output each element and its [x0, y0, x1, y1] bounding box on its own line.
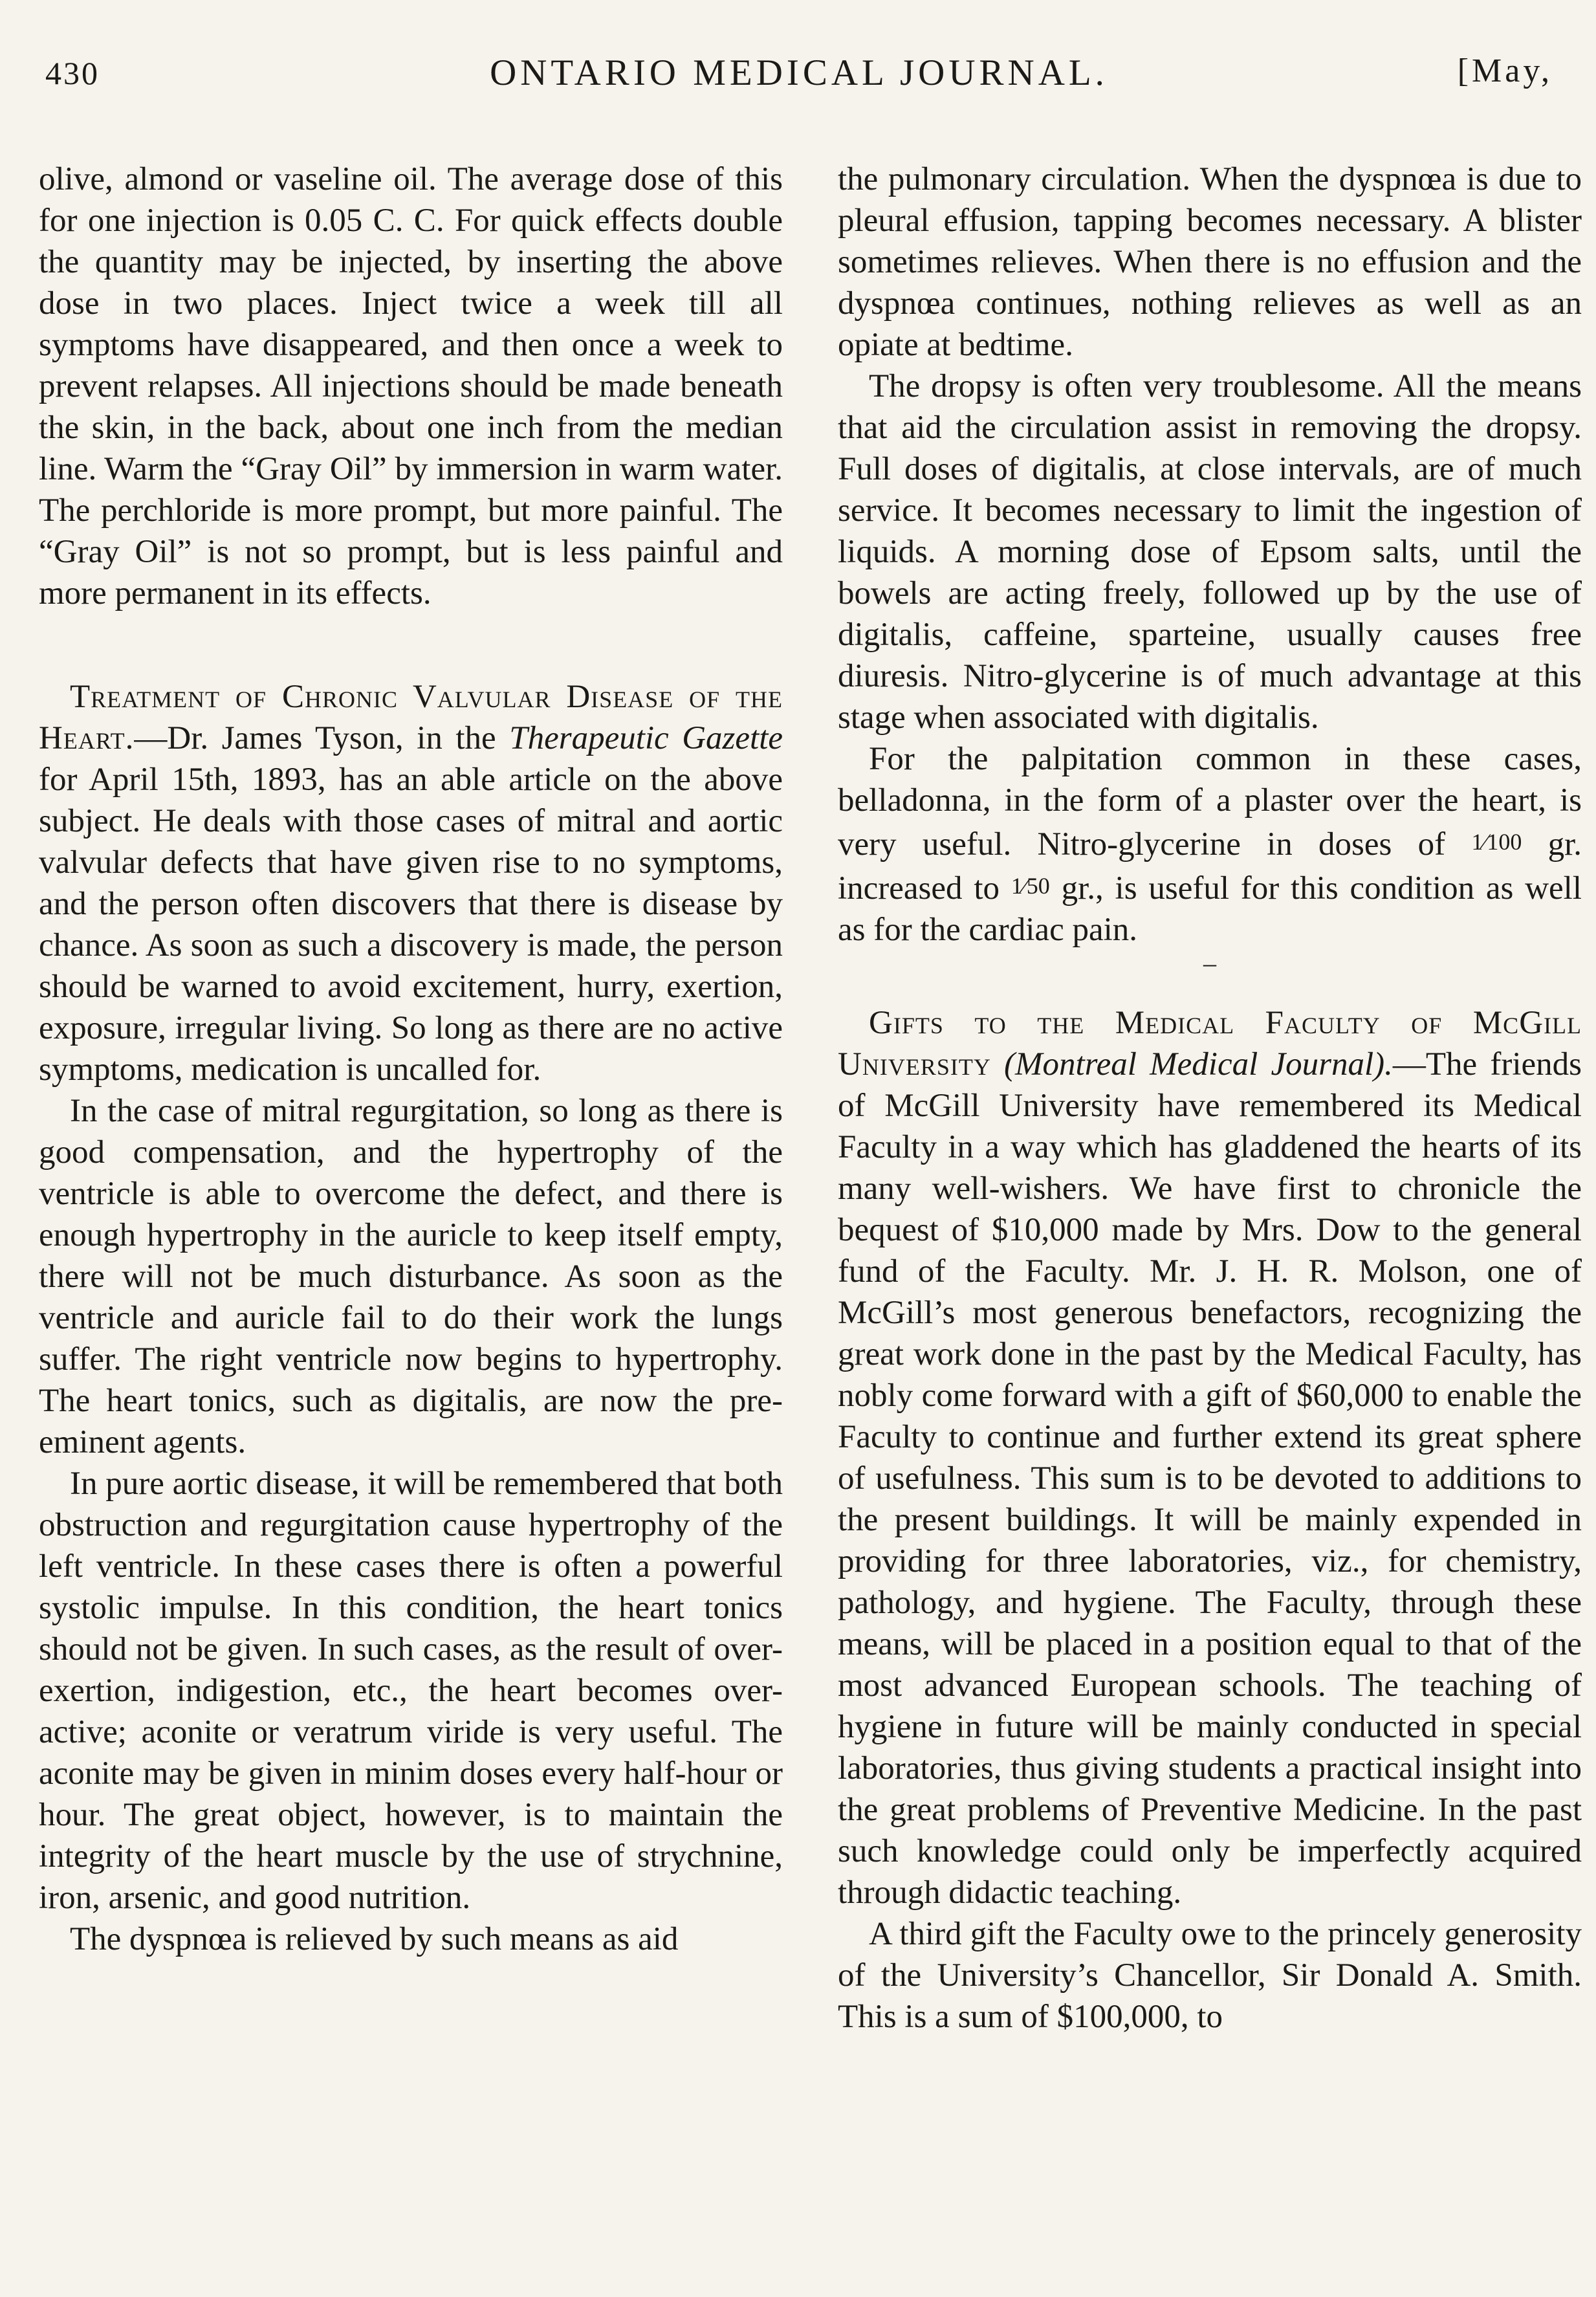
section-gap [39, 614, 783, 676]
palpitation-text-b: gr. increased to [838, 826, 1582, 907]
section-separator: – [1203, 949, 1216, 978]
article-source: (Montreal Medical Journal). [1004, 1046, 1393, 1083]
right-column [838, 159, 1582, 2038]
right-paragraph-palpitation [838, 738, 1582, 951]
page-number: 430 [45, 55, 100, 91]
left-paragraph-dyspnoea: The dyspnœa is relieved by such means as aid [70, 1921, 679, 1957]
section-gap [838, 976, 1582, 1002]
article-source: Therapeutic Gazette [509, 720, 783, 756]
dose-fraction-1: 1⁄100 [1471, 829, 1522, 855]
left-column [39, 159, 783, 1960]
palpitation-text-c: gr., is useful for this condition as well as for the cardiac pain. [838, 870, 1582, 948]
article-body: —The friends of McGill University have remembered its Medical Faculty in a way which has gladdened the hearts of its many well-wishers. We have first to chronicle the bequest of $10,000 made by Mrs. Dow to the general fund of the Faculty. Mr. J. H. R. Molson, one of McGill’s most generous benefactors, recognizing the great work done in the past by the Medical Faculty, has nobly come forward with a gift of $60,000 to enable the Faculty to continue and further extend its great sphere of usefulness. This sum is to be devoted to additions to the present buildings. It will be mainly expended in providing for three laboratories, viz., for chemistry, pathology, and hygiene. The Faculty, through these means, will be placed in a position equal to that of the most advanced European schools. The teaching of hygiene in future will be mainly conducted in special laboratories, thus giving students a practical insight into the great problems of Preventive Medicine. In the past such knowledge could only be imperfectly acquired through didactic teaching. [838, 1046, 1582, 1911]
running-title: ONTARIO MEDICAL JOURNAL. [490, 52, 1108, 93]
article-intro-a: —Dr. James Tyson, in the [134, 720, 510, 756]
right-paragraph-1: the pulmonary circulation. When the dyspnœa is due to pleural effusion, tapping becomes necessary. A blister sometimes relieves. When there is no effusion and the dyspnœa continues, nothing relieves as well as an opiate at bedtime. [838, 161, 1582, 363]
palpitation-text-a: For the palpitation common in these cases, belladonna, in the form of a plaster over the heart, is very useful. Nitro-glycerine in doses of [838, 741, 1582, 863]
article-heading: Treatment of Chronic Valvular Disease of the Heart. [39, 679, 783, 756]
article-heading: Gifts to the Medical Faculty of McGill University [838, 1005, 1582, 1083]
issue-month: [May, [1457, 52, 1553, 89]
page-header [45, 45, 1553, 116]
article-gifts-mcgill [838, 1002, 1582, 1913]
left-paragraph-aortic: In pure aortic disease, it will be remembered that both obstruction and regurgitation cause hypertrophy of the left ventricle. In these cases there is often a powerful systolic impulse. In this condition, the heart tonics should not be given. In such cases, as the result of over-exertion, indigestion, etc., the heart becomes over-active; aconite or veratrum viride is very useful. The aconite may be given in minim doses every half-hour or hour. The great object, however, is to maintain the integrity of the heart muscle by the use of strychnine, iron, arsenic, and good nutrition. [39, 1466, 783, 1916]
right-paragraph-third-gift: A third gift the Faculty owe to the princely generosity of the University’s Chancellor, Sir Donald A. Smith. This is a sum of $100,000, to [838, 1916, 1582, 2035]
left-paragraph-mitral: In the case of mitral regurgitation, so long as there is good compensation, and the hypertrophy of the ventricle is able to overcome the defect, and there is enough hypertrophy in the auricle to keep itself empty, there will not be much disturbance. As soon as the ventricle and auricle fail to do their work the lungs suffer. The right ventricle now begins to hypertrophy. The heart tonics, such as digitalis, are now the pre-eminent agents. [39, 1093, 783, 1460]
article-intro-b: for April 15th, 1893, has an able article on the above subject. He deals with those cases of mitral and aortic valvular defects that have given rise to no symptoms, and the person often discovers that there is disease by chance. As soon as such a discovery is made, the person should be warned to avoid excitement, hurry, exertion, exposure, irregular living. So long as there are no active symptoms, medication is uncalled for. [39, 762, 783, 1088]
dose-fraction-2: 1⁄50 [1011, 873, 1050, 899]
left-paragraph-1: olive, almond or vaseline oil. The average dose of this for one injection is 0.05 C. C. For quick effects double the quantity may be injected, by inserting the above dose in two places. Inject twice a week till all symptoms have disappeared, and then once a week to prevent relapses. All injections should be made beneath the skin, in the back, about one inch from the median line. Warm the “Gray Oil” by immersion in warm water. The perchloride is more prompt, but more painful. The “Gray Oil” is not so prompt, but is less painful and more permanent in its effects. [39, 161, 783, 611]
article-treatment-valvular-disease [39, 676, 783, 1090]
right-paragraph-dropsy: The dropsy is often very troublesome. All the means that aid the circulation assist in removing the dropsy. Full doses of digitalis, at close intervals, are of much service. It becomes necessary to limit the ingestion of liquids. A morning dose of Epsom salts, until the bowels are acting freely, followed up by the use of digitalis, caffeine, sparteine, usually causes free diuresis. Nitro-glycerine is of much advantage at this stage when associated with digitalis. [838, 368, 1582, 736]
